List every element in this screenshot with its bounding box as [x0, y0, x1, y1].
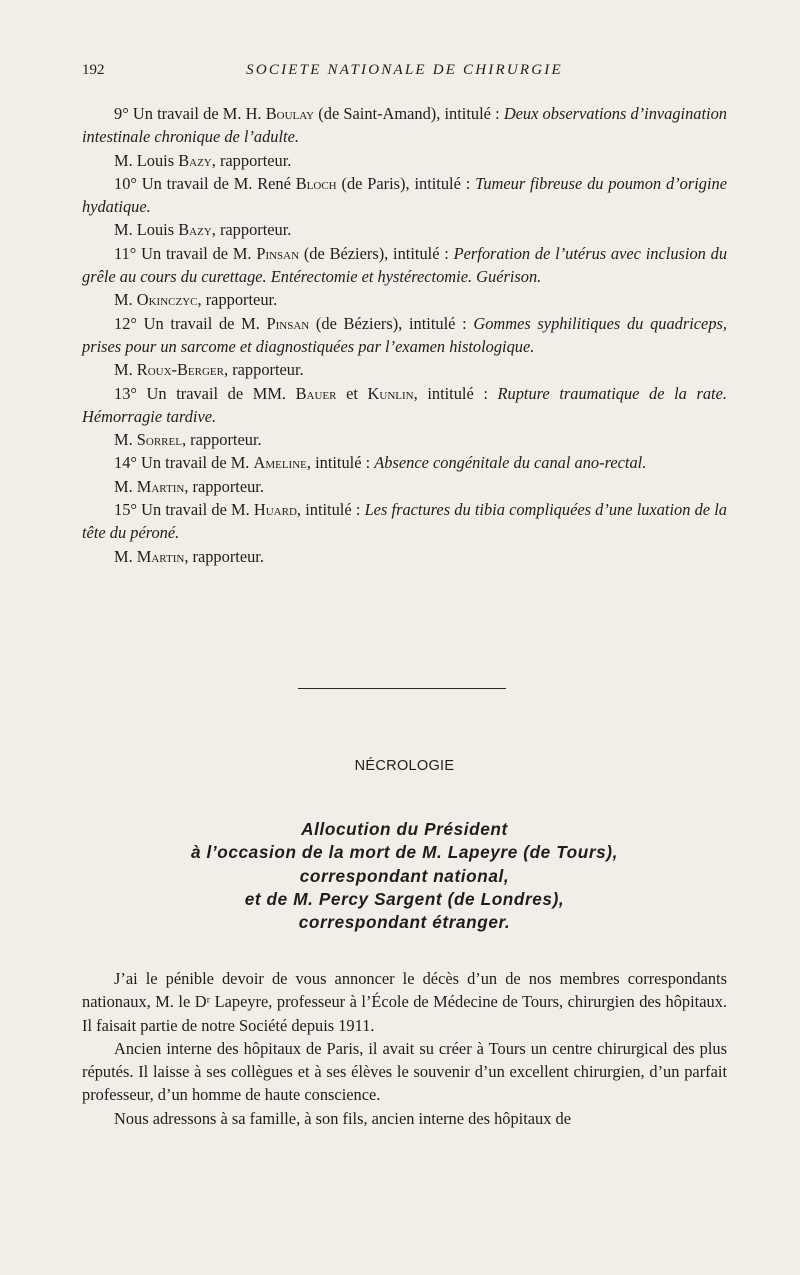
author-name: Boulay — [265, 104, 315, 123]
entry-paragraph: 12° Un travail de M. Pinsan (de Béziers), intitulé : Gommes syphilitiques du quadriceps, prises pour un sarcome et diagnostiquées par l’examen histologique. — [82, 313, 728, 356]
work-title: Deux observations d’invagination intestinale chronique de l’adulte. — [82, 104, 727, 147]
rapporteur-line: M. Louis Bazy, rapporteur. — [114, 150, 292, 170]
rapporteur-line: M. Martin, rapporteur. — [114, 546, 264, 566]
entry-paragraph: 15° Un travail de M. Huard, intitulé : Les fractures du tibia compliquées d’une luxation de la tête du péroné. — [82, 500, 727, 543]
work-title: Tumeur fibreuse du poumon d’origine hydatique. — [82, 173, 727, 217]
page-number: 192 — [82, 62, 105, 78]
page-header — [82, 62, 727, 86]
entry-paragraph: 10° Un travail de M. René Bloch (de Paris), intitulé : Tumeur fibreuse du poumon d’origine hydatique. — [82, 173, 727, 217]
author-name: Kunlin — [367, 383, 414, 403]
allocution-heading — [82, 818, 727, 934]
author-name: Bauer — [295, 383, 337, 403]
eulogy-paragraph: J’ai le pénible devoir de vous annoncer le décès d’un de nos membres correspondants nationaux, M. le Dʳ Lapeyre, professeur à l’École de Médecine de Tours, chirurgien des hôpitaux. Il faisait partie de notre Société depuis 1911. — [82, 969, 727, 1035]
body-text — [82, 102, 727, 568]
author-name: Pinsan — [256, 243, 300, 263]
allocution-line: à l’occasion de la mort de M. Lapeyre (de Tours), — [190, 842, 619, 863]
rapporteur-line: M. Sorrel, rapporteur. — [114, 430, 262, 450]
section-divider — [298, 688, 506, 689]
rapporteur-line: M. Okinczyc, rapporteur. — [114, 290, 278, 310]
allocution-line: et de M. Percy Sargent (de Londres), — [244, 888, 565, 909]
allocution-line: correspondant étranger. — [298, 912, 511, 933]
work-title: Absence congénitale du canal ano-rectal. — [374, 453, 647, 473]
work-title: Perforation de l’utérus avec inclusion du grêle au cours du curettage. Entérectomie et hystérectomie. Guérison. — [82, 243, 728, 287]
entry-paragraph: 11° Un travail de M. Pinsan (de Béziers), intitulé : Perforation de l’utérus avec inclusion du grêle au cours du curettage. Entérectomie et hystérectomie. Guérison. — [82, 243, 728, 287]
author-name: Pinsan — [266, 313, 310, 333]
work-title: Rupture traumatique de la rate. Hémorragie tardive. — [82, 383, 727, 426]
work-title: Les fractures du tibia compliquées d’une luxation de la tête du péroné. — [82, 500, 727, 543]
eulogy-paragraph: Ancien interne des hôpitaux de Paris, il avait su créer à Tours un centre chirurgical des plus réputés. Il laisse à ses collègues et à ses élèves le souvenir d’un excellent chirurgien, d’un parfait professeur, d’un homme de haute conscience. — [82, 1038, 727, 1105]
author-name: Ameline — [253, 453, 307, 473]
author-name: Bloch — [295, 173, 337, 193]
running-title: SOCIETE NATIONALE DE CHIRURGIE — [246, 62, 563, 78]
work-title: Gommes syphilitiques du quadriceps, prises pour un sarcome et diagnostiquées par l’examen histologique. — [82, 313, 728, 356]
entry-paragraph: 14° Un travail de M. Ameline, intitulé : Absence congénitale du canal ano-rectal. — [114, 453, 647, 473]
rapporteur-line: M. Louis Bazy, rapporteur. — [114, 220, 292, 240]
allocution-line: correspondant national, — [299, 865, 510, 886]
eulogy-paragraph: Nous adressons à sa famille, à son fils, ancien interne des hôpitaux de — [114, 1108, 571, 1128]
entry-paragraph: 13° Un travail de MM. Bauer et Kunlin, intitulé : Rupture traumatique de la rate. Hémorragie tardive. — [82, 383, 727, 426]
rapporteur-line: M. Martin, rapporteur. — [114, 476, 264, 496]
author-name: Huard — [253, 500, 297, 520]
section-heading: NÉCROLOGIE — [354, 758, 455, 774]
eulogy-text — [82, 967, 727, 1130]
entry-paragraph: 9° Un travail de M. H. Boulay (de Saint-Amand), intitulé : Deux observations d’invagination intestinale chronique de l’adulte. — [82, 104, 727, 147]
rapporteur-line: M. Roux-Berger, rapporteur. — [114, 360, 304, 380]
allocution-line: Allocution du Président — [301, 819, 508, 839]
